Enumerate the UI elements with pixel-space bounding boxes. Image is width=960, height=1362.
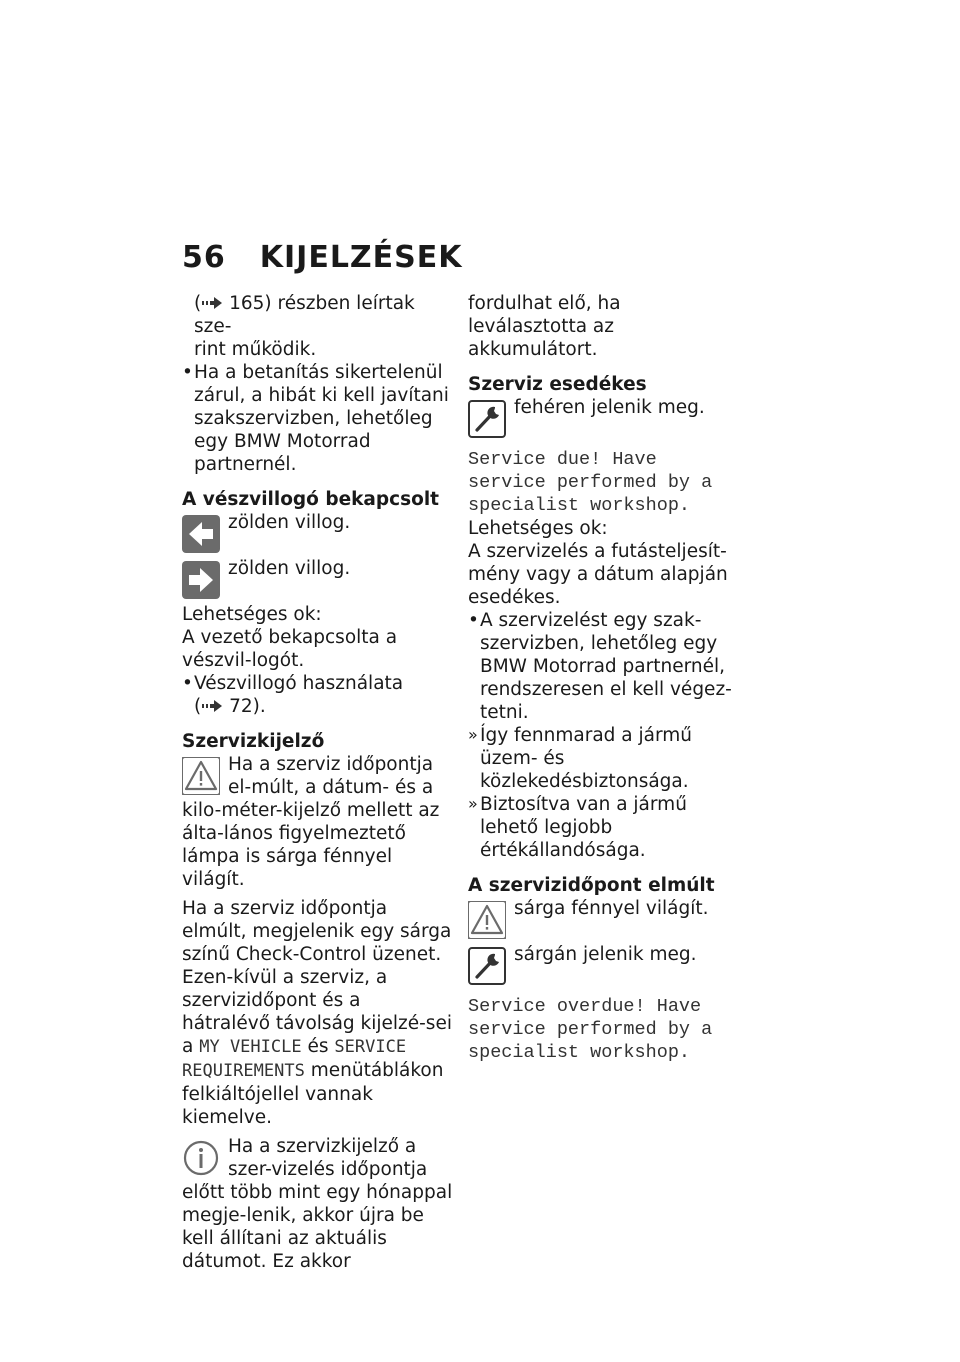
service-due-text: fehéren jelenik meg. [514,397,705,418]
warning-triangle-icon [182,757,220,795]
right-column [468,292,740,1064]
service-paragraph-2: Ha a szerviz időpontja elmúlt, megjelenik egy sárga színű Check-Control üzenet. Ezen-kívül a szerviz, a szervizidőpont és a hátralévő távolság kijelzé-sei a MY VEHICLE és SERVICE REQUIREMENTS menütáblákon felkiáltójellel vannak kiemelve. [182,898,452,1128]
overdue-message-line: service performed by a [468,1019,713,1040]
service-due-row [468,396,740,442]
overdue-warning-text: sárga fénnyel világít. [514,898,709,919]
intro-paragraph: ( 165) részben leírtak sze- rint működik. [194,293,415,360]
section-heading-service-due: Szerviz esedékes [468,374,647,395]
service-due-message-line: service performed by a [468,472,713,493]
info-icon [182,1139,220,1177]
list-item: • A szervizelést egy szak-szervizben, lehetőleg egy BMW Motorrad partnernél, rendszeresen el kell végez-tetni. [468,609,740,724]
hazard-left-text: zölden villog. [228,512,351,533]
service-due-message-line: Service due! Have [468,449,657,470]
page-number: 56 [182,240,226,275]
warning-triangle-icon [468,901,506,939]
possible-cause-label: Lehetséges ok: [182,604,322,625]
result-item: » Biztosítva van a jármű lehető legjobb értékállandósága. [468,793,740,862]
overdue-message-line: Service overdue! Have [468,996,702,1017]
possible-cause-label: Lehetséges ok: [468,518,608,539]
hazard-left-row [182,511,454,557]
reference-arrow-icon [201,699,223,713]
list-item: • Vészvillogó használata ( 72). [182,672,454,718]
section-heading-service: Szervizkijelző [182,731,325,752]
overdue-wrench-row [468,943,740,989]
info-paragraph: Ha a szervizkijelző a szer-vizelés időpontja előtt több mint egy hónappal megje-lenik, akkor újra be kell állítani az aktuális dátumot. Ez akkor [182,1136,453,1272]
left-column [182,292,454,1273]
info-block [182,1135,454,1273]
chapter-title: KIJELZÉSEK [259,240,463,275]
overdue-warning-row [468,897,740,943]
hazard-right-row [182,557,454,603]
reference-arrow-icon [201,296,223,310]
service-due-message-line: specialist workshop. [468,495,691,516]
continuation-paragraph: fordulhat elő, ha leválasztotta az akkumulátort. [468,293,621,360]
list-item: • Ha a betanítás sikertelenül zárul, a hibát ki kell javítani szakszervizben, lehetőleg egy BMW Motorrad partnernél. [182,361,454,476]
service-due-cause: A szervizelés a futásteljesít-mény vagy a dátum alapján esedékes. [468,541,728,608]
wrench-icon [468,400,506,438]
wrench-icon [468,947,506,985]
section-heading-hazard: A vészvillogó bekapcsolt [182,489,440,510]
result-item: » Így fennmarad a jármű üzem- és közlekedésbiztonsága. [468,724,740,793]
hazard-right-text: zölden villog. [228,558,351,579]
overdue-message-line: specialist workshop. [468,1042,691,1063]
turn-left-arrow-icon [182,515,220,553]
turn-right-arrow-icon [182,561,220,599]
menu-name-my-vehicle: MY VEHICLE [199,1037,302,1057]
service-warning-block [182,753,454,891]
overdue-wrench-text: sárgán jelenik meg. [514,944,697,965]
page-title [182,240,463,275]
menu-name-service-requirements: SERVICE REQUIREMENTS [182,1037,407,1081]
service-paragraph-1: Ha a szerviz időpontja el-múlt, a dátum- és a kilo-méter-kijelző mellett az álta-lános figyelmeztető lámpa is sárga fénnyel világít. [182,754,440,890]
hazard-cause: A vezető bekapcsolta a vészvil-logót. [182,627,398,671]
section-heading-overdue: A szervizidőpont elmúlt [468,875,715,896]
